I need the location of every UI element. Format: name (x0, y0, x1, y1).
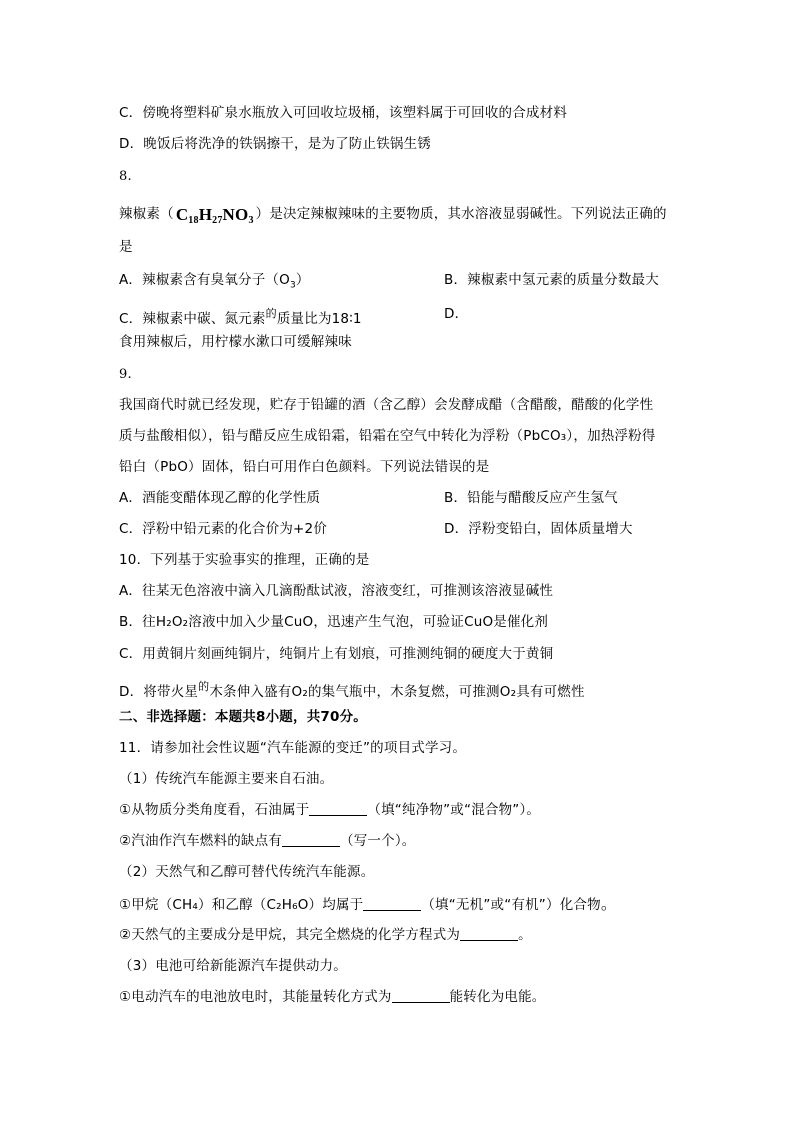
q10-stem: 10．下列基于实验事实的推理，正确的是 (119, 552, 370, 568)
q8-option-d-text: 食用辣椒后，用柠檬水漱口可缓解辣味 (119, 334, 352, 350)
answer-blank[interactable] (363, 896, 421, 911)
q11-stem: 11．请参加社会性议题“汽车能源的变迁”的项目式学习。 (119, 740, 467, 756)
q11-part-3: （3）电池可给新能源汽车提供动力。 (119, 958, 347, 974)
q10-option-a: A．往某无色溶液中滴入几滴酚酞试液，溶液变红，可推测该溶液显碱性 (119, 583, 554, 599)
q7-option-d: D．晚饭后将洗净的铁锅擦干，是为了防止铁锅生锈 (119, 136, 431, 152)
q8-option-a: A．辣椒素含有臭氧分子$(O_3)$ (119, 272, 310, 291)
q9-number: 9. (119, 367, 132, 382)
q10-option-b: B．往H₂O₂溶液中加入少量CuO，迅速产生气泡，可验证CuO是催化剂 (119, 614, 549, 630)
q9-stem-2: 质与盐酸相似），铅与醋反应生成铅霜，铅霜在空气中转化为浮粉（PbCO₃），加热浮粉得 (119, 428, 656, 444)
q11-part-2: （2）天然气和乙醇可替代传统汽车能源。 (119, 864, 375, 880)
answer-blank[interactable] (282, 832, 340, 847)
q11-part-1-1: ①从物质分类角度看，石油属于 （填“纯净物”或“混合物”）。 (119, 802, 541, 818)
q11-part-2-2: ②天然气的主要成分是甲烷，其完全燃烧的化学方程式为 。 (119, 927, 532, 943)
q9-option-c: C．浮粉中铅元素的化合价为+2价 (119, 521, 328, 537)
q11-part-3-1: ①电动汽车的电池放电时，其能量转化方式为 能转化为电能。 (119, 989, 546, 1005)
q8-stem: 辣椒素（ $C_{18}H_{27}NO_3$ ）是决定辣椒辣味的主要物质，其水溶液显弱碱性。下列说法正确的 (119, 205, 667, 230)
q8-number: 8. (119, 169, 132, 184)
q10-option-c: C．用黄铜片刻画纯铜片，纯铜片上有划痕，可推测纯铜的硬度大于黄铜 (119, 646, 554, 662)
q9-stem-1: 我国商代时就已经发现，贮存于铅罐的酒（含乙醇）会发酵成醋（含醋酸，醋酸的化学性 (119, 397, 654, 413)
q8-stem-cont: 是 (119, 239, 133, 255)
q11-part-2-1: ①甲烷（CH₄）和乙醇（C₂H₆O）均属于 （填“无机”或“有机”）化合物。 (119, 894, 618, 913)
q7-option-c: C．傍晚将塑料矿泉水瓶放入可回收垃圾桶，该塑料属于可回收的合成材料 (119, 105, 568, 121)
q11-part-1-2: ②汽油作汽车燃料的缺点有 （写一个）。 (119, 833, 416, 849)
q9-option-d: D．浮粉变铅白，固体质量增大 (444, 521, 633, 537)
q11-part-1: （1）传统汽车能源主要来自石油。 (119, 771, 334, 787)
capsaicin-formula: $C_{18}H_{27}NO_3$ (175, 205, 254, 226)
q8-option-c: C．辣椒素中碳、氮元素$^的$质量比为18∶1 (119, 307, 362, 327)
section-2-heading: 二、非选择题：本题共8小题，共70分。 (119, 709, 367, 725)
q10-option-d: D．将带火星$^的$木条伸入盛有O₂的集气瓶中，木条复燃，可推测O₂具有可燃性 (119, 680, 585, 700)
q9-option-b: B．铅能与醋酸反应产生氢气 (444, 490, 618, 506)
q8-option-d-label: D． (444, 306, 469, 322)
q8-option-b: B．辣椒素中氢元素的质量分数最大 (444, 272, 659, 288)
q9-option-a: A．酒能变醋体现乙醇的化学性质 (119, 490, 321, 506)
answer-blank[interactable] (460, 926, 518, 941)
answer-blank[interactable] (309, 801, 367, 816)
answer-blank[interactable] (392, 988, 450, 1003)
q9-stem-3: 铅白（PbO）固体，铅白可用作白色颜料。下列说法错误的是 (119, 459, 490, 475)
